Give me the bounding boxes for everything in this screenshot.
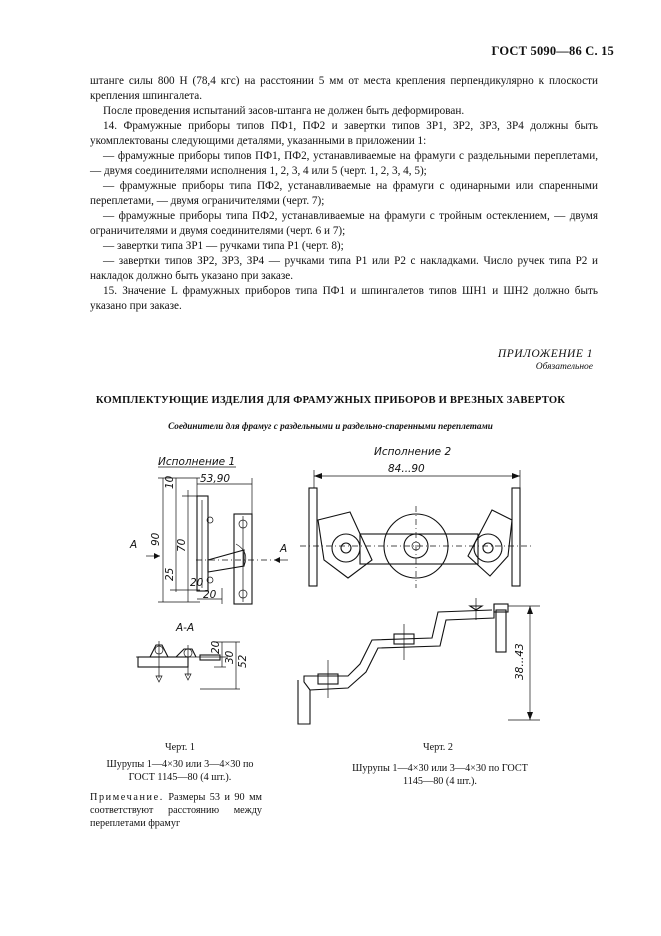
dim-10: 10 — [164, 475, 176, 489]
note-label: Примечание. — [90, 792, 164, 803]
dim-53-90: 53,90 — [200, 473, 231, 485]
drawing-2 — [298, 470, 540, 724]
drawing-1 — [136, 467, 288, 689]
section-subtitle: Соединители для фрамуг с раздельными и раздельно-спаренными переплетами — [168, 421, 493, 431]
figure-2-screws: Шурупы 1—4×30 или 3—4×30 по ГОСТ 1145—80 (4 шт.). — [352, 763, 528, 787]
section-aa-label: А-А — [176, 622, 195, 634]
paragraph: штанге силы 800 Н (78,4 кгс) на расстоянии 5 мм от места крепления перпендикулярно к плоскости крепления шпингалета. — [90, 75, 598, 102]
dim-25: 25 — [164, 567, 176, 581]
appendix-status: Обязательное — [535, 362, 593, 372]
dim-70: 70 — [176, 538, 188, 552]
note-text: Размеры 53 и 90 мм соответствуют расстоянию между переплетами фрамуг — [90, 792, 262, 829]
dim-30: 30 — [224, 650, 236, 664]
paragraph: После проведения испытаний засов-штанга не должен быть деформирован. — [103, 105, 465, 117]
dim-84-90: 84...90 — [388, 463, 425, 475]
paragraph: — фрамужные приборы типа ПФ2, устанавливаемые на фрамуги с тройным остеклением, — двумя ограничителями и двумя соединителями (черт. 6 и 7); — [90, 210, 598, 237]
figure-1-caption: Черт. 1 — [165, 742, 195, 753]
variant-1-label: Исполнение 1 — [158, 456, 236, 468]
dim-20: 20 — [190, 577, 204, 589]
page-header: ГОСТ 5090—86 С. 15 — [491, 44, 614, 58]
paragraph: 14. Фрамужные приборы типов ПФ1, ПФ2 и завертки типов ЗР1, ЗР2, ЗР3, ЗР4 должны быть укомплектованы следующими деталями, указанными в приложении 1: — [90, 120, 598, 147]
paragraph: 15. Значение L фрамужных приборов типа ПФ1 и шпингалетов типов ШН1 и ШН2 должно быть указано при заказе. — [90, 285, 598, 312]
dim-90: 90 — [150, 532, 162, 546]
dim-38-43: 38...43 — [514, 643, 526, 680]
arrow-label-right: А — [280, 543, 288, 555]
paragraph: — завертки типа ЗР1 — ручками типа Р1 (черт. 8); — [103, 240, 344, 252]
arrow-label-left: А — [130, 539, 138, 551]
appendix-title: ПРИЛОЖЕНИЕ 1 — [497, 348, 593, 360]
paragraph: — фрамужные приборы типа ПФ2, устанавливаемые на фрамуги с одинарными или спаренными переплетами, — двумя ограничителями (черт. 7); — [90, 180, 598, 207]
variant-2-label: Исполнение 2 — [374, 446, 452, 458]
dim-20-section: 20 — [210, 640, 222, 654]
paragraph: — завертки типов ЗР2, ЗР3, ЗР4 — ручками типа Р1 или Р2 с накладками. Число ручек типа Р2 и накладок должно быть указано при заказе. — [90, 255, 598, 282]
paragraph: — фрамужные приборы типов ПФ1, ПФ2, устанавливаемые на фрамуги с раздельными переплетами, — двумя соединителями исполнения 1, 2, 3, 4 или 5 (черт. 1, 2, 3, 4, 5); — [90, 150, 598, 177]
section-title: КОМПЛЕКТУЮЩИЕ ИЗДЕЛИЯ ДЛЯ ФРАМУЖНЫХ ПРИБОРОВ И ВРЕЗНЫХ ЗАВЕРТОК — [95, 395, 566, 406]
figure-1-screws: Шурупы 1—4×30 или 3—4×30 по ГОСТ 1145—80 (4 шт.). — [106, 759, 254, 783]
figure-2-caption: Черт. 2 — [423, 742, 453, 753]
figure-1-note — [90, 791, 262, 830]
dim-20-bottom: 20 — [203, 589, 217, 601]
dim-52: 52 — [237, 654, 249, 668]
